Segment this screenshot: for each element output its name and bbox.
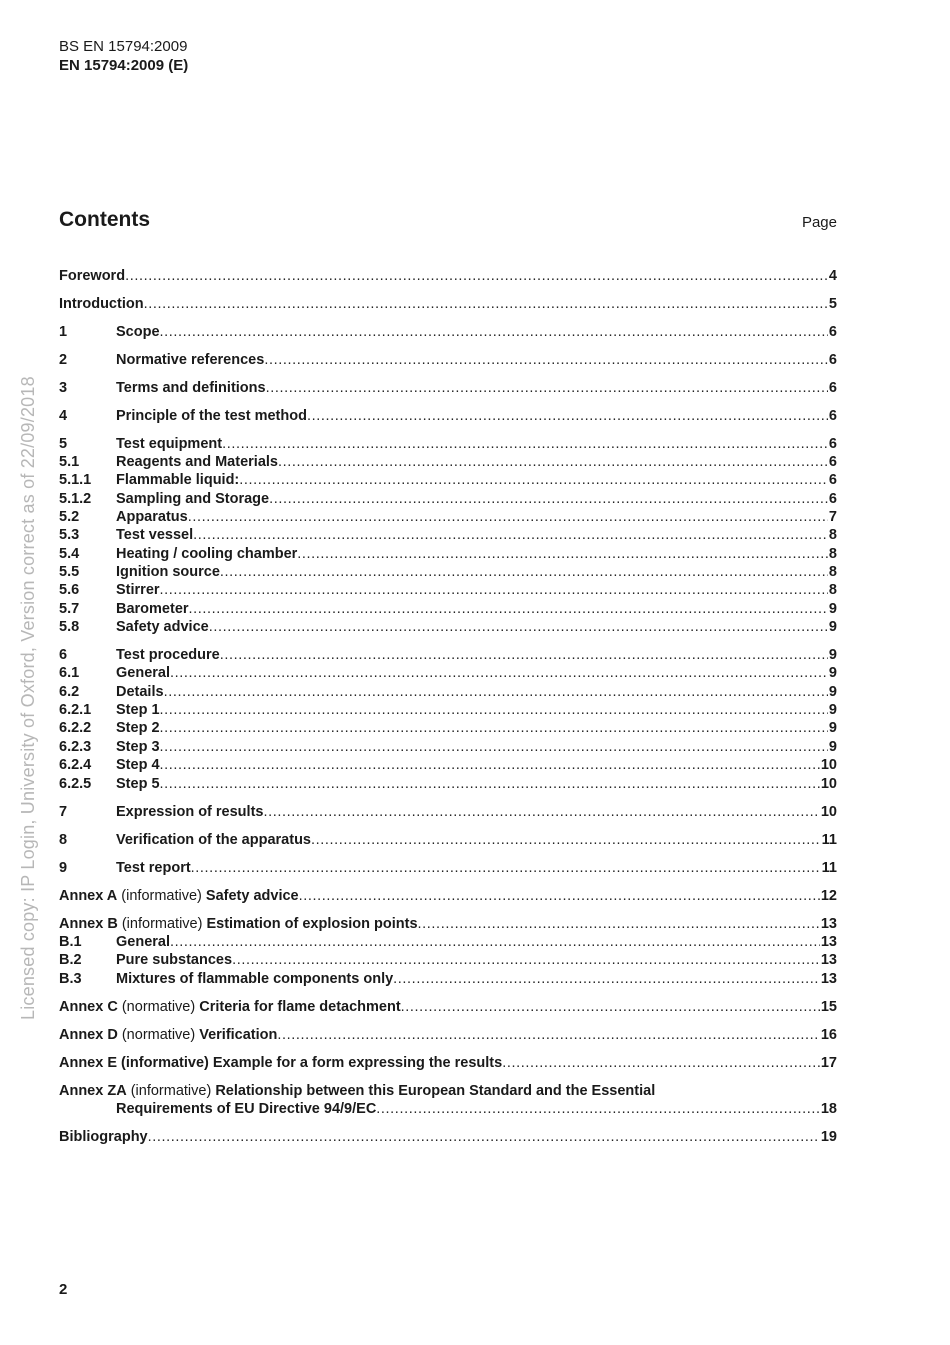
toc-entry-number: 3 <box>59 380 68 396</box>
dot-leader <box>125 267 828 285</box>
toc-entry-page: 6 <box>828 454 837 470</box>
toc-entry-page: 6 <box>828 324 837 340</box>
toc-entry-title: General <box>116 665 170 681</box>
toc-entry-number: 5.4 <box>59 546 80 562</box>
toc-entry-page: 6 <box>828 472 837 488</box>
annex-title: Relationship between this European Standard and the Essential <box>215 1083 656 1099</box>
dot-leader <box>266 379 828 397</box>
dot-leader <box>376 1100 820 1118</box>
toc-entry-annex-b-mixtures[interactable] <box>59 970 837 988</box>
toc-entry-page: 13 <box>820 916 837 932</box>
toc-entry-page: 9 <box>828 619 837 635</box>
toc-entry-annex-b[interactable] <box>59 915 837 933</box>
toc-entry-page: 13 <box>820 971 837 987</box>
toc-entry-details[interactable] <box>59 683 837 701</box>
toc-entry-page: 11 <box>821 832 837 848</box>
dot-leader <box>393 970 820 988</box>
dot-leader <box>297 545 828 563</box>
annex-prefix: Annex D <box>59 1027 118 1043</box>
toc-entry-title: Foreword <box>59 268 126 284</box>
dot-leader <box>148 1128 820 1146</box>
toc-entry-title: Normative references <box>116 352 265 368</box>
toc-entry-number: 6.2.4 <box>59 757 92 773</box>
annex-type: (normative) <box>117 1027 200 1043</box>
toc-entry-title: Heating / cooling chamber <box>116 546 298 562</box>
dot-leader <box>222 435 828 453</box>
toc-entry-annex-a[interactable] <box>59 887 837 905</box>
toc-entry-number: 7 <box>59 804 68 820</box>
toc-entry-page: 9 <box>828 684 837 700</box>
dot-leader <box>160 323 828 341</box>
annex-prefix: Annex B <box>59 916 118 932</box>
toc-entry-title: Step 4 <box>116 757 160 773</box>
dot-leader <box>160 775 820 793</box>
toc-entry-terms-definitions[interactable] <box>59 379 837 397</box>
toc-entry-title: Apparatus <box>116 509 188 525</box>
toc-entry-number: 6.2.5 <box>59 776 92 792</box>
toc-entry-number: 5.7 <box>59 601 80 617</box>
toc-entry-title: Test procedure <box>116 647 220 663</box>
toc-entry-title: Step 3 <box>116 739 160 755</box>
annex-title: Verification <box>199 1027 278 1043</box>
toc-entry-page: 15 <box>820 999 837 1015</box>
toc-entry-number: 5.1.2 <box>59 491 92 507</box>
toc-entry-stirrer[interactable] <box>59 581 837 599</box>
toc-entry-principle[interactable] <box>59 407 837 425</box>
toc-entry-number: 6.2 <box>59 684 80 700</box>
toc-entry-page: 8 <box>828 546 837 562</box>
dot-leader <box>170 933 820 951</box>
annex-title: Estimation of explosion points <box>206 916 418 932</box>
toc-entry-step-1[interactable] <box>59 701 837 719</box>
toc-entry-number: 6.2.1 <box>59 702 92 718</box>
dot-leader <box>264 351 828 369</box>
annex-prefix: Annex A <box>59 888 118 904</box>
toc-entry-title: Ignition source <box>116 564 220 580</box>
toc-entry-title: Bibliography <box>59 1129 148 1145</box>
page-column-label: Page <box>801 214 837 231</box>
annex-prefix: Annex ZA <box>59 1083 127 1099</box>
toc-entry-page: 6 <box>828 380 837 396</box>
dot-leader <box>307 407 828 425</box>
toc-entry-number: 5.1 <box>59 454 80 470</box>
page-title: Contents <box>59 208 150 231</box>
toc-entry-page: 10 <box>820 804 837 820</box>
toc-entry-title: Pure substances <box>116 952 233 968</box>
toc-entry-safety-advice[interactable] <box>59 618 837 636</box>
annex-title: Example for a form expressing the results <box>212 1055 503 1071</box>
toc-entry-bibliography[interactable] <box>59 1128 837 1146</box>
toc-entry-page: 9 <box>828 702 837 718</box>
toc-entry-title: Reagents and Materials <box>116 454 278 470</box>
toc-entry-test-vessel[interactable] <box>59 526 837 544</box>
annex-prefix: Annex C <box>59 999 118 1015</box>
annex-title: Criteria for flame detachment <box>199 999 401 1015</box>
toc-entry-page: 12 <box>820 888 837 904</box>
toc-entry-title <box>59 915 418 933</box>
toc-entry-title <box>59 998 401 1016</box>
toc-entry-number: 5.5 <box>59 564 80 580</box>
annex-prefix: Annex E (informative) <box>59 1055 213 1071</box>
dot-leader <box>401 998 820 1016</box>
annex-type: (informative) <box>126 1083 216 1099</box>
toc-entry-title <box>59 1054 502 1072</box>
toc-entry-title: Sampling and Storage <box>116 491 270 507</box>
toc-entry-title: Expression of results <box>116 804 264 820</box>
toc-entry-number: 8 <box>59 832 68 848</box>
toc-entry-scope[interactable] <box>59 323 837 341</box>
toc-entry-annex-e[interactable] <box>59 1054 837 1072</box>
toc-entry-title: Step 1 <box>116 702 160 718</box>
dot-leader <box>311 831 821 849</box>
toc-entry-page: 17 <box>820 1055 837 1071</box>
toc-entry-title: Stirrer <box>116 582 160 598</box>
toc-entry-page: 9 <box>828 665 837 681</box>
toc-entry-page: 18 <box>820 1101 837 1117</box>
page-number: 2 <box>59 1281 68 1298</box>
toc-entry-title: Verification of the apparatus <box>116 832 311 848</box>
toc-entry-page: 8 <box>828 527 837 543</box>
dot-leader <box>144 295 828 313</box>
annex-type: (normative) <box>117 999 200 1015</box>
dot-leader <box>299 887 820 905</box>
toc-entry-annex-d[interactable] <box>59 1026 837 1044</box>
toc-entry-page: 10 <box>820 757 837 773</box>
dot-leader <box>220 646 828 664</box>
toc-entry-number: B.2 <box>59 952 82 968</box>
toc-entry-reagents[interactable] <box>59 453 837 471</box>
toc-entry-number: 2 <box>59 352 68 368</box>
toc-entry-title: Barometer <box>116 601 189 617</box>
toc-entry-title: Test report <box>116 860 191 876</box>
toc-entry-page: 9 <box>828 647 837 663</box>
toc-entry-page: 13 <box>820 934 837 950</box>
toc-entry-number: B.1 <box>59 934 82 950</box>
toc-entry-ignition-source[interactable] <box>59 563 837 581</box>
toc-entry-page: 6 <box>828 408 837 424</box>
toc-entry-number: 6.2.2 <box>59 720 92 736</box>
toc-entry-number: 5.8 <box>59 619 80 635</box>
toc-entry-test-procedure[interactable] <box>59 646 837 664</box>
toc-entry-page: 4 <box>828 268 837 284</box>
toc-entry-number: 5.2 <box>59 509 80 525</box>
toc-entry-title: General <box>116 934 170 950</box>
dot-leader <box>220 563 828 581</box>
toc-entry-sampling[interactable] <box>59 490 837 508</box>
toc-entry-number: B.3 <box>59 971 82 987</box>
toc-entry-title: Requirements of EU Directive 94/9/EC <box>116 1101 377 1117</box>
toc-entry-step-5[interactable] <box>59 775 837 793</box>
toc-entry-verification-apparatus[interactable] <box>59 831 837 849</box>
toc-entry-heating-chamber[interactable] <box>59 545 837 563</box>
toc-entry-number: 6.1 <box>59 665 80 681</box>
toc-entry-page: 9 <box>828 739 837 755</box>
toc-entry-page: 13 <box>820 952 837 968</box>
toc-entry-flammable-liquid[interactable] <box>59 471 837 489</box>
toc-entry-page: 19 <box>820 1129 837 1145</box>
dot-leader <box>188 508 828 526</box>
dot-leader <box>277 1026 819 1044</box>
toc-entry-number: 9 <box>59 860 68 876</box>
dot-leader <box>209 618 828 636</box>
toc-entry-page: 6 <box>828 352 837 368</box>
toc-entry-apparatus[interactable] <box>59 508 837 526</box>
toc-entry-number: 5 <box>59 436 68 452</box>
toc-entry-foreword[interactable] <box>59 267 837 285</box>
toc-entry-title: Scope <box>116 324 160 340</box>
toc-entry-title: Mixtures of flammable components only <box>116 971 394 987</box>
toc-entry-number: 6.2.3 <box>59 739 92 755</box>
toc-entry-title: Test equipment <box>116 436 223 452</box>
toc-entry-test-equipment[interactable] <box>59 435 837 453</box>
toc-entry-step-3[interactable] <box>59 738 837 756</box>
dot-leader <box>269 490 828 508</box>
standard-reference: BS EN 15794:2009 <box>59 38 188 55</box>
toc-entry-title: Terms and definitions <box>116 380 266 396</box>
toc-entry-step-2[interactable] <box>59 719 837 737</box>
toc-entry-expression-results[interactable] <box>59 803 837 821</box>
dot-leader <box>170 664 828 682</box>
toc-entry-page: 11 <box>821 860 837 876</box>
toc-entry-introduction[interactable] <box>59 295 837 313</box>
toc-entry-number: 4 <box>59 408 68 424</box>
toc-entry-general[interactable] <box>59 664 837 682</box>
toc-entry-number: 1 <box>59 324 68 340</box>
toc-entry-annex-b-general[interactable] <box>59 933 837 951</box>
toc-entry-annex-b-pure-substances[interactable] <box>59 951 837 969</box>
annex-type: (informative) <box>117 888 206 904</box>
toc-entry-title: Step 5 <box>116 776 160 792</box>
dot-leader <box>189 600 828 618</box>
toc-entry-title: Flammable liquid: <box>116 472 240 488</box>
toc-entry-title <box>59 1026 277 1044</box>
toc-entry-title: Test vessel <box>116 527 194 543</box>
toc-entry-page: 8 <box>828 582 837 598</box>
toc-entry-page: 5 <box>828 296 837 312</box>
toc-entry-number: 5.6 <box>59 582 80 598</box>
dot-leader <box>239 471 828 489</box>
toc-entry-number: 5.1.1 <box>59 472 92 488</box>
toc-entry-title <box>59 887 299 905</box>
toc-entry-title: Safety advice <box>116 619 209 635</box>
toc-entry-annex-c[interactable] <box>59 998 837 1016</box>
dot-leader <box>232 951 820 969</box>
dot-leader <box>502 1054 820 1072</box>
annex-title: Safety advice <box>205 888 299 904</box>
standard-reference-en: EN 15794:2009 (E) <box>59 57 189 74</box>
toc-entry-page: 9 <box>828 720 837 736</box>
toc-entry-annex-za-line1[interactable] <box>59 1082 837 1100</box>
dot-leader <box>160 756 820 774</box>
dot-leader <box>263 803 819 821</box>
toc-entry-step-4[interactable] <box>59 756 837 774</box>
annex-type: (informative) <box>117 916 207 932</box>
toc-entry-page: 8 <box>828 564 837 580</box>
toc-entry-barometer[interactable] <box>59 600 837 618</box>
dot-leader <box>164 683 828 701</box>
toc-entry-page: 16 <box>820 1027 837 1043</box>
dot-leader <box>160 738 828 756</box>
license-watermark: Licensed copy: IP Login, University of Oxford, Version correct as of 22/09/2018 <box>18 376 38 1020</box>
dot-leader <box>278 453 828 471</box>
toc-entry-title: Introduction <box>59 296 144 312</box>
toc-entry-page: 6 <box>828 436 837 452</box>
toc-entry-page: 6 <box>828 491 837 507</box>
dot-leader <box>191 859 821 877</box>
toc-entry-number: 5.3 <box>59 527 80 543</box>
toc-entry-test-report[interactable] <box>59 859 837 877</box>
dot-leader <box>418 915 820 933</box>
toc-entry-title: Details <box>116 684 164 700</box>
dot-leader <box>160 701 828 719</box>
toc-entry-page: 10 <box>820 776 837 792</box>
dot-leader <box>160 581 828 599</box>
toc-entry-number: 6 <box>59 647 68 663</box>
toc-entry-title: Step 2 <box>116 720 160 736</box>
toc-entry-page: 7 <box>828 509 837 525</box>
toc-entry-title: Principle of the test method <box>116 408 307 424</box>
toc-entry-normative-references[interactable] <box>59 351 837 369</box>
toc-entry-annex-za-line2[interactable] <box>59 1100 837 1118</box>
toc-entry-page: 9 <box>828 601 837 617</box>
dot-leader <box>193 526 828 544</box>
dot-leader <box>160 719 828 737</box>
